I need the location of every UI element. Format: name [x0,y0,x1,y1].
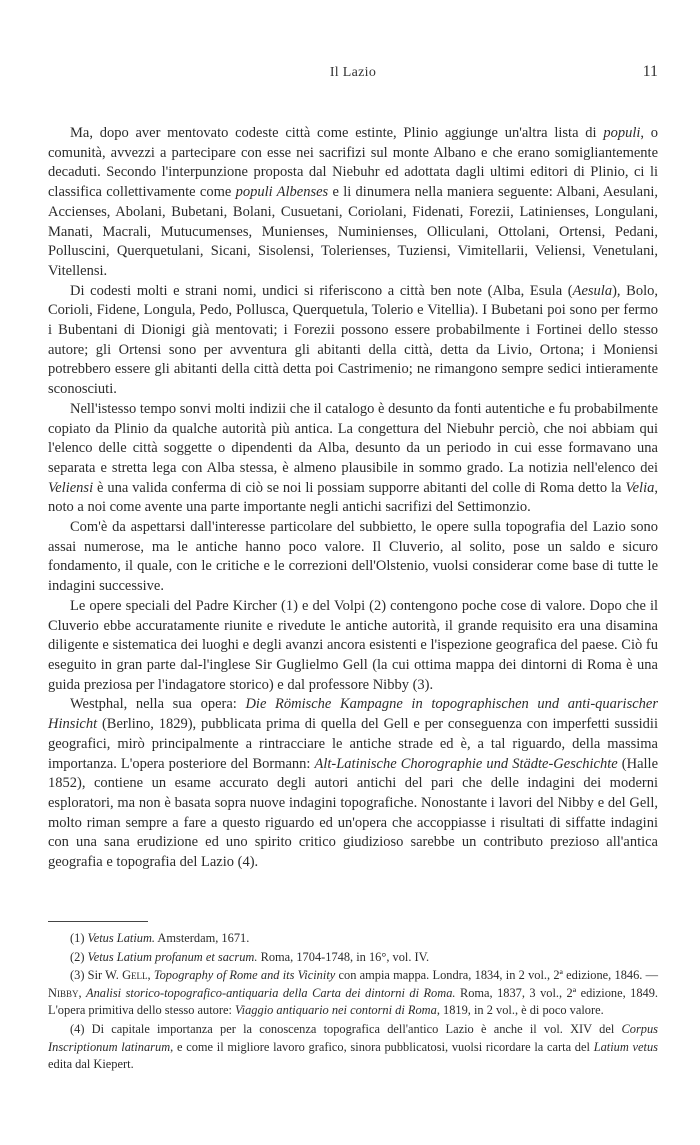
footnote-2 [48,949,658,967]
italic-run: Topography of Rome and its Vicinity [153,968,336,983]
text-run: e li dinumera nella maniera seguente: Albani, Aesulani, Accienses, Abolani, Bubetani, Bolani, Cusuetani, Coriolani, Fidenati, Forezii, Latinienses, Longulani, Manati, Macrali, Mutucumenses, Munienses, Numinienses, Olliculani, Ottolani, Ortensi, Pedani, Polluscini, Querquetulani, Sicani, Sisolensi, Tolerienses, Tuziensi, Vimitellarii, Veliensi, Venetulani, Vitellensi. [48,184,658,279]
italic-run: Alt-Latinische Chorographie und Städte-Geschichte [314,755,618,772]
footnote-3 [48,967,658,1020]
italic-run: Latium vetus [593,1039,658,1054]
italic-run: Veliensi [48,479,94,496]
text-run: (Berlino, 1829), pubblicata prima di quella del Gell e per conseguenza con imperfetti sussidii geografici, mirò principalmente a rintracciare le antiche strade ed è, a tal riguardo, della massima importanza. L'opera posteriore del Bormann: [48,716,658,772]
paragraph-2 [48,282,658,400]
italic-run: Viaggio antiquario nei contorni di Roma [235,1003,437,1018]
footnote-1 [48,930,658,948]
paragraph-5 [48,597,658,696]
small-caps-run: Gell [122,968,148,983]
text-run: Westphal, nella sua opera: [70,696,246,713]
text-run: edita dal Kiepert. [48,1057,134,1072]
text-run: Roma, 1837, 3 vol., 2ª edizione, 1849. L'opera primitiva dello stesso autore: [48,985,659,1018]
main-text [48,124,658,873]
italic-run: Vetus Latium profanum et sacrum. [87,949,258,964]
text-run: , 1819, in 2 vol., è di poco valore. [436,1003,604,1018]
paragraph-4 [48,518,658,597]
small-caps-run: Nibby [48,985,79,1000]
text-run: con ampia mappa. Londra, 1834, in 2 vol., 2ª edizione, 1846. — [335,968,659,983]
text-run: (Halle 1852), contiene un esame accurato degli autori antichi del pari che delle indagini dei moderni esploratori, ma non è basata sopra nuove indagini topografiche. Nonostante i lavori del Nibby e del Gell, molto riman sempre a fare a questo riguardo ed un'opera che accoppiasse i risultati di siffatte indagini con una sana erudizione ed uno spirito critico giudizioso sarebbe un contributo prezioso all'antica geografia e topografia del Lazio (4). [48,755,659,871]
text-run: Le opere speciali del Padre Kircher (1) e del Volpi (2) contengono poche cose di valore. Dopo che il Cluverio ebbe accuratamente riunite e rivedute le antiche autorità, il grande requisito era una disamina diligente e sistematica dei luoghi e degli avanzi ancora esistenti e l'ispezione geografica del paese. Ciò fu eseguito in gran parte dal-l'inglese Sir Guglielmo Gell (la cui ottima mappa dei dintorni di Roma è una guida preziosa per l'indagatore storico) e dal professore Nibby (3). [48,597,658,693]
text-run: Com'è da aspettarsi dall'interesse particolare del subbietto, le opere sulla topografia del Lazio sono assai numerose, ma le antiche hanno poco valore. Il Cluverio, al solito, pose un saldo e sicuro fondamento, il quale, con le critiche e le correzioni dell'Olstenio, vuolsi considerar come base di tutte le indagini successive. [48,519,658,595]
paragraph-3 [48,400,658,518]
text-run: , [147,968,154,983]
italic-run: Vetus Latium. [87,931,156,945]
page-number: 11 [642,63,658,80]
italic-run: Velia [625,479,655,496]
italic-run: Aesula [572,282,613,299]
italic-run: Corpus Inscriptionum latinarum [48,1021,658,1054]
text-run: è una valida conferma di ciò se noi li possiam supporre abitanti del colle di Roma detto la [93,479,626,496]
text-run: (2) [70,949,88,964]
text-run: (1) [70,931,88,945]
text-run: (4) Di capitale importanza per la conoscenza topografica dell'antico Lazio è anche il vol. XIV del [70,1021,622,1036]
text-run: , [78,985,87,1000]
footnote-separator [48,921,148,922]
footnotes [48,930,658,1075]
running-header [48,65,658,89]
text-run: , e come il migliore lavoro grafico, sinora pubblicatosi, vuolsi ricordare la carta del [170,1039,594,1054]
text-run: Di codesti molti e strani nomi, undici si riferiscono a città ben note (Alba, Esula ( [70,282,573,299]
text-run: Ma, dopo aver mentovato codeste città come estinte, Plinio aggiunge un'altra lista di [70,125,604,141]
text-run: , o comunità, avvezzi a partecipare con esse nei sacrifizi sul monte Albano e che erano somigliantemente decaduti. Secondo l'interpunzione proposta dal Niebuhr ed adottata dagli ultimi editori di Plinio, ci li classifica collettivamente come [48,125,659,201]
italic-run: Die Römische Kampagne in topographischen und anti-quarischer Hinsicht [48,696,658,733]
italic-run: populi Albenses [235,184,329,201]
running-title: Il Lazio [329,65,377,80]
text-run: (3) Sir W. [70,968,123,983]
text-run: Amsterdam, 1671. [155,931,250,945]
text-run: ), Bolo, Corioli, Fidene, Longula, Pedo, Pollusca, Querquetula, Tolerio e Vitellia). I Bubetani poi sono per fermo i Bubentani di Dionigi già mentovati; i Forezii possono essere probabilmente i Fortinei dello stesso autore; gli Ortensi sono per avventura gli abitanti della città, detta da Livio, Ortona; i Moniensi potrebbero essere gli abitanti della città detta poi Castrimenio; ne rimangono sempre sedici intieramente sconosciuti. [48,282,658,398]
text-run: Roma, 1704-1748, in 16°, vol. IV. [257,949,430,964]
italic-run: Analisi storico-topografico-antiquaria della Carta dei dintorni di Roma. [86,985,456,1000]
paragraph-1 [48,124,658,282]
text-run: , noto a noi come avente una parte importante negli antichi sacrifizi del Settimonzio. [48,479,658,516]
italic-run: populi [603,125,641,141]
paragraph-6 [48,695,658,872]
text-run: Nell'istesso tempo sonvi molti indizii che il catalogo è desunto da fonti autentiche e fu probabilmente copiato da Plinio da qualche autorità più antica. La congettura del Niebuhr perciò, che noi abbiam qui l'elenco delle città soggette o dipendenti da Alba, desunto da un periodo in cui esse formavano una separata e stretta lega con Alba stessa, è almeno plausibile in sommo grado. La notizia nell'elenco dei [48,400,658,476]
footnote-4 [48,1021,658,1074]
